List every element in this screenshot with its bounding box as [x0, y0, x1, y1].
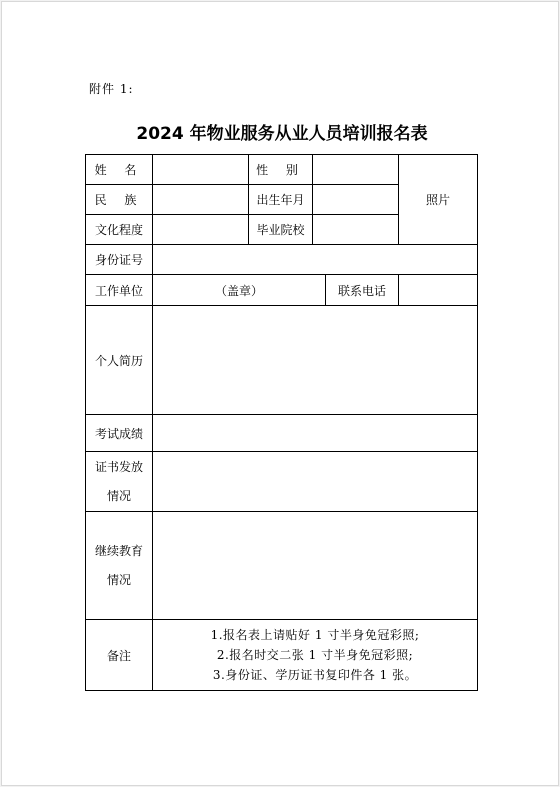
row-employer [86, 275, 478, 306]
phone-field[interactable] [399, 275, 478, 306]
registration-form-table [85, 154, 478, 691]
resume-field[interactable] [153, 306, 478, 415]
birth-field[interactable] [313, 185, 399, 215]
row-remarks [86, 620, 478, 691]
resume-label: 个人简历 [86, 306, 153, 415]
remarks-label: 备注 [86, 620, 153, 691]
certificate-label [86, 452, 153, 512]
employer-field[interactable]: （盖章） [153, 275, 326, 306]
id-field[interactable] [153, 245, 478, 275]
continuing-education-label-line-2: 情况 [106, 572, 131, 587]
name-field[interactable] [153, 155, 249, 185]
certificate-label-line-1: 证书发放 [94, 459, 143, 474]
ethnicity-field[interactable] [153, 185, 249, 215]
school-field[interactable] [313, 215, 399, 245]
annex-label: 附件 1: [89, 82, 134, 96]
note-item: 2.报名时交二张 1 寸半身免冠彩照; [216, 648, 414, 662]
continuing-education-label [86, 512, 153, 620]
row-resume [86, 306, 478, 415]
ethnicity-label: 民 族 [86, 185, 153, 215]
remarks-notes [153, 620, 478, 691]
gender-field[interactable] [313, 155, 399, 185]
row-exam [86, 415, 478, 452]
gender-label: 性 别 [249, 155, 313, 185]
exam-field[interactable] [153, 415, 478, 452]
row-name [86, 155, 478, 185]
row-continuing-education [86, 512, 478, 620]
school-label: 毕业院校 [249, 215, 313, 245]
row-id [86, 245, 478, 275]
name-label: 姓 名 [86, 155, 153, 185]
continuing-education-label-line-1: 继续教育 [94, 543, 143, 558]
photo-cell[interactable]: 照片 [399, 155, 478, 245]
education-field[interactable] [153, 215, 249, 245]
row-certificate [86, 452, 478, 512]
note-item: 3.身份证、学历证书复印件各 1 张。 [212, 668, 418, 682]
exam-label: 考试成绩 [86, 415, 153, 452]
certificate-field[interactable] [153, 452, 478, 512]
education-label: 文化程度 [86, 215, 153, 245]
certificate-label-line-2: 情况 [106, 488, 131, 503]
continuing-education-field[interactable] [153, 512, 478, 620]
phone-label: 联系电话 [326, 275, 399, 306]
form-title: 2024 年物业服务从业人员培训报名表 [136, 124, 428, 144]
id-label: 身份证号 [86, 245, 153, 275]
note-item: 1.报名表上请贴好 1 寸半身免冠彩照; [210, 628, 420, 642]
birth-label: 出生年月 [249, 185, 313, 215]
employer-label: 工作单位 [86, 275, 153, 306]
